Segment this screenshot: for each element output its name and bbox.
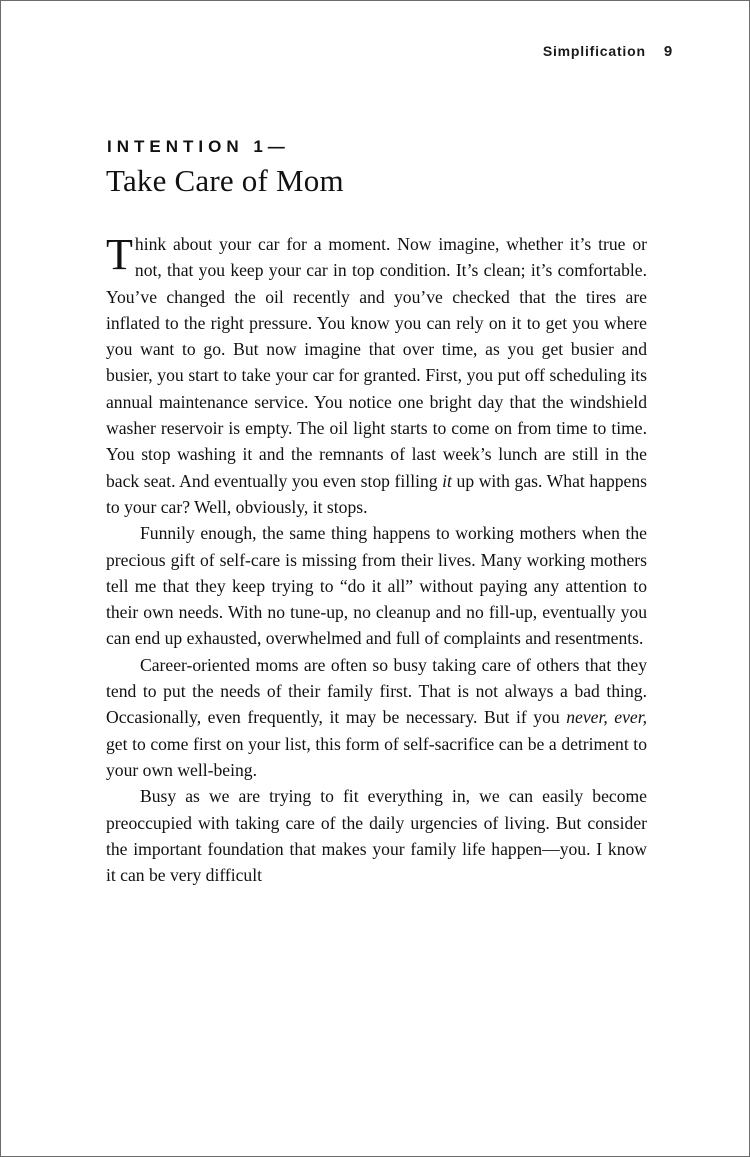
running-header xyxy=(543,43,673,60)
paragraph-3-text: Career-oriented moms are often so busy taking care of others that they tend to put the needs of their family first. That is not always a bad thing. Occasionally, even frequently, it may be necessary. But if you xyxy=(106,654,647,728)
paragraph-3 xyxy=(106,652,647,783)
page-number: 9 xyxy=(663,43,673,60)
chapter-label: INTENTION 1— xyxy=(107,137,290,156)
paragraph-1-text: hink about your car for a moment. Now imagine, whether it’s true or not, that you keep your car in top condition. It’s clean; it’s comfortable. You’ve changed the oil recently and you’ve checked that the tires are inflated to the right pressure. You know you can rely on it to get you where you want to go. But now imagine that over time, as you get busier and busier, you start to take your car for granted. First, you put off scheduling its annual maintenance service. You notice one bright day that the windshield washer reservoir is empty. The oil light starts to come on from time to time. You stop washing it and the remnants of last week’s lunch are still in the back seat. And eventually you even stop filling xyxy=(106,234,647,491)
paragraph-1-emphasis: it xyxy=(442,470,452,491)
paragraph-4: Busy as we are trying to fit everything in, we can easily become preoccupied with taking care of the daily urgencies of living. But consider the important foundation that makes your family life happen—you. I know it can be very difficult xyxy=(106,786,647,886)
paragraph-3-emphasis: never, ever, xyxy=(566,707,648,728)
paragraph-3-end: get to come first on your list, this form of self-sacrifice can be a detriment to your own well-being. xyxy=(106,733,647,780)
drop-cap: T xyxy=(106,230,133,279)
body-text xyxy=(106,231,647,888)
chapter-title: Take Care of Mom xyxy=(106,163,344,198)
paragraph-2: Funnily enough, the same thing happens to working mothers when the precious gift of self-care is missing from their lives. Many working mothers tell me that they keep trying to “do it all” without paying any attention to their own needs. With no tune-up, no cleanup and no fill-up, eventually you can end up exhausted, overwhelmed and full of complaints and resentments. xyxy=(106,523,647,649)
paragraph-1 xyxy=(106,231,647,520)
paragraph-1-end: up with gas. What happens to your car? Well, obviously, it stops. xyxy=(106,470,647,517)
running-header-section: Simplification xyxy=(542,43,646,59)
